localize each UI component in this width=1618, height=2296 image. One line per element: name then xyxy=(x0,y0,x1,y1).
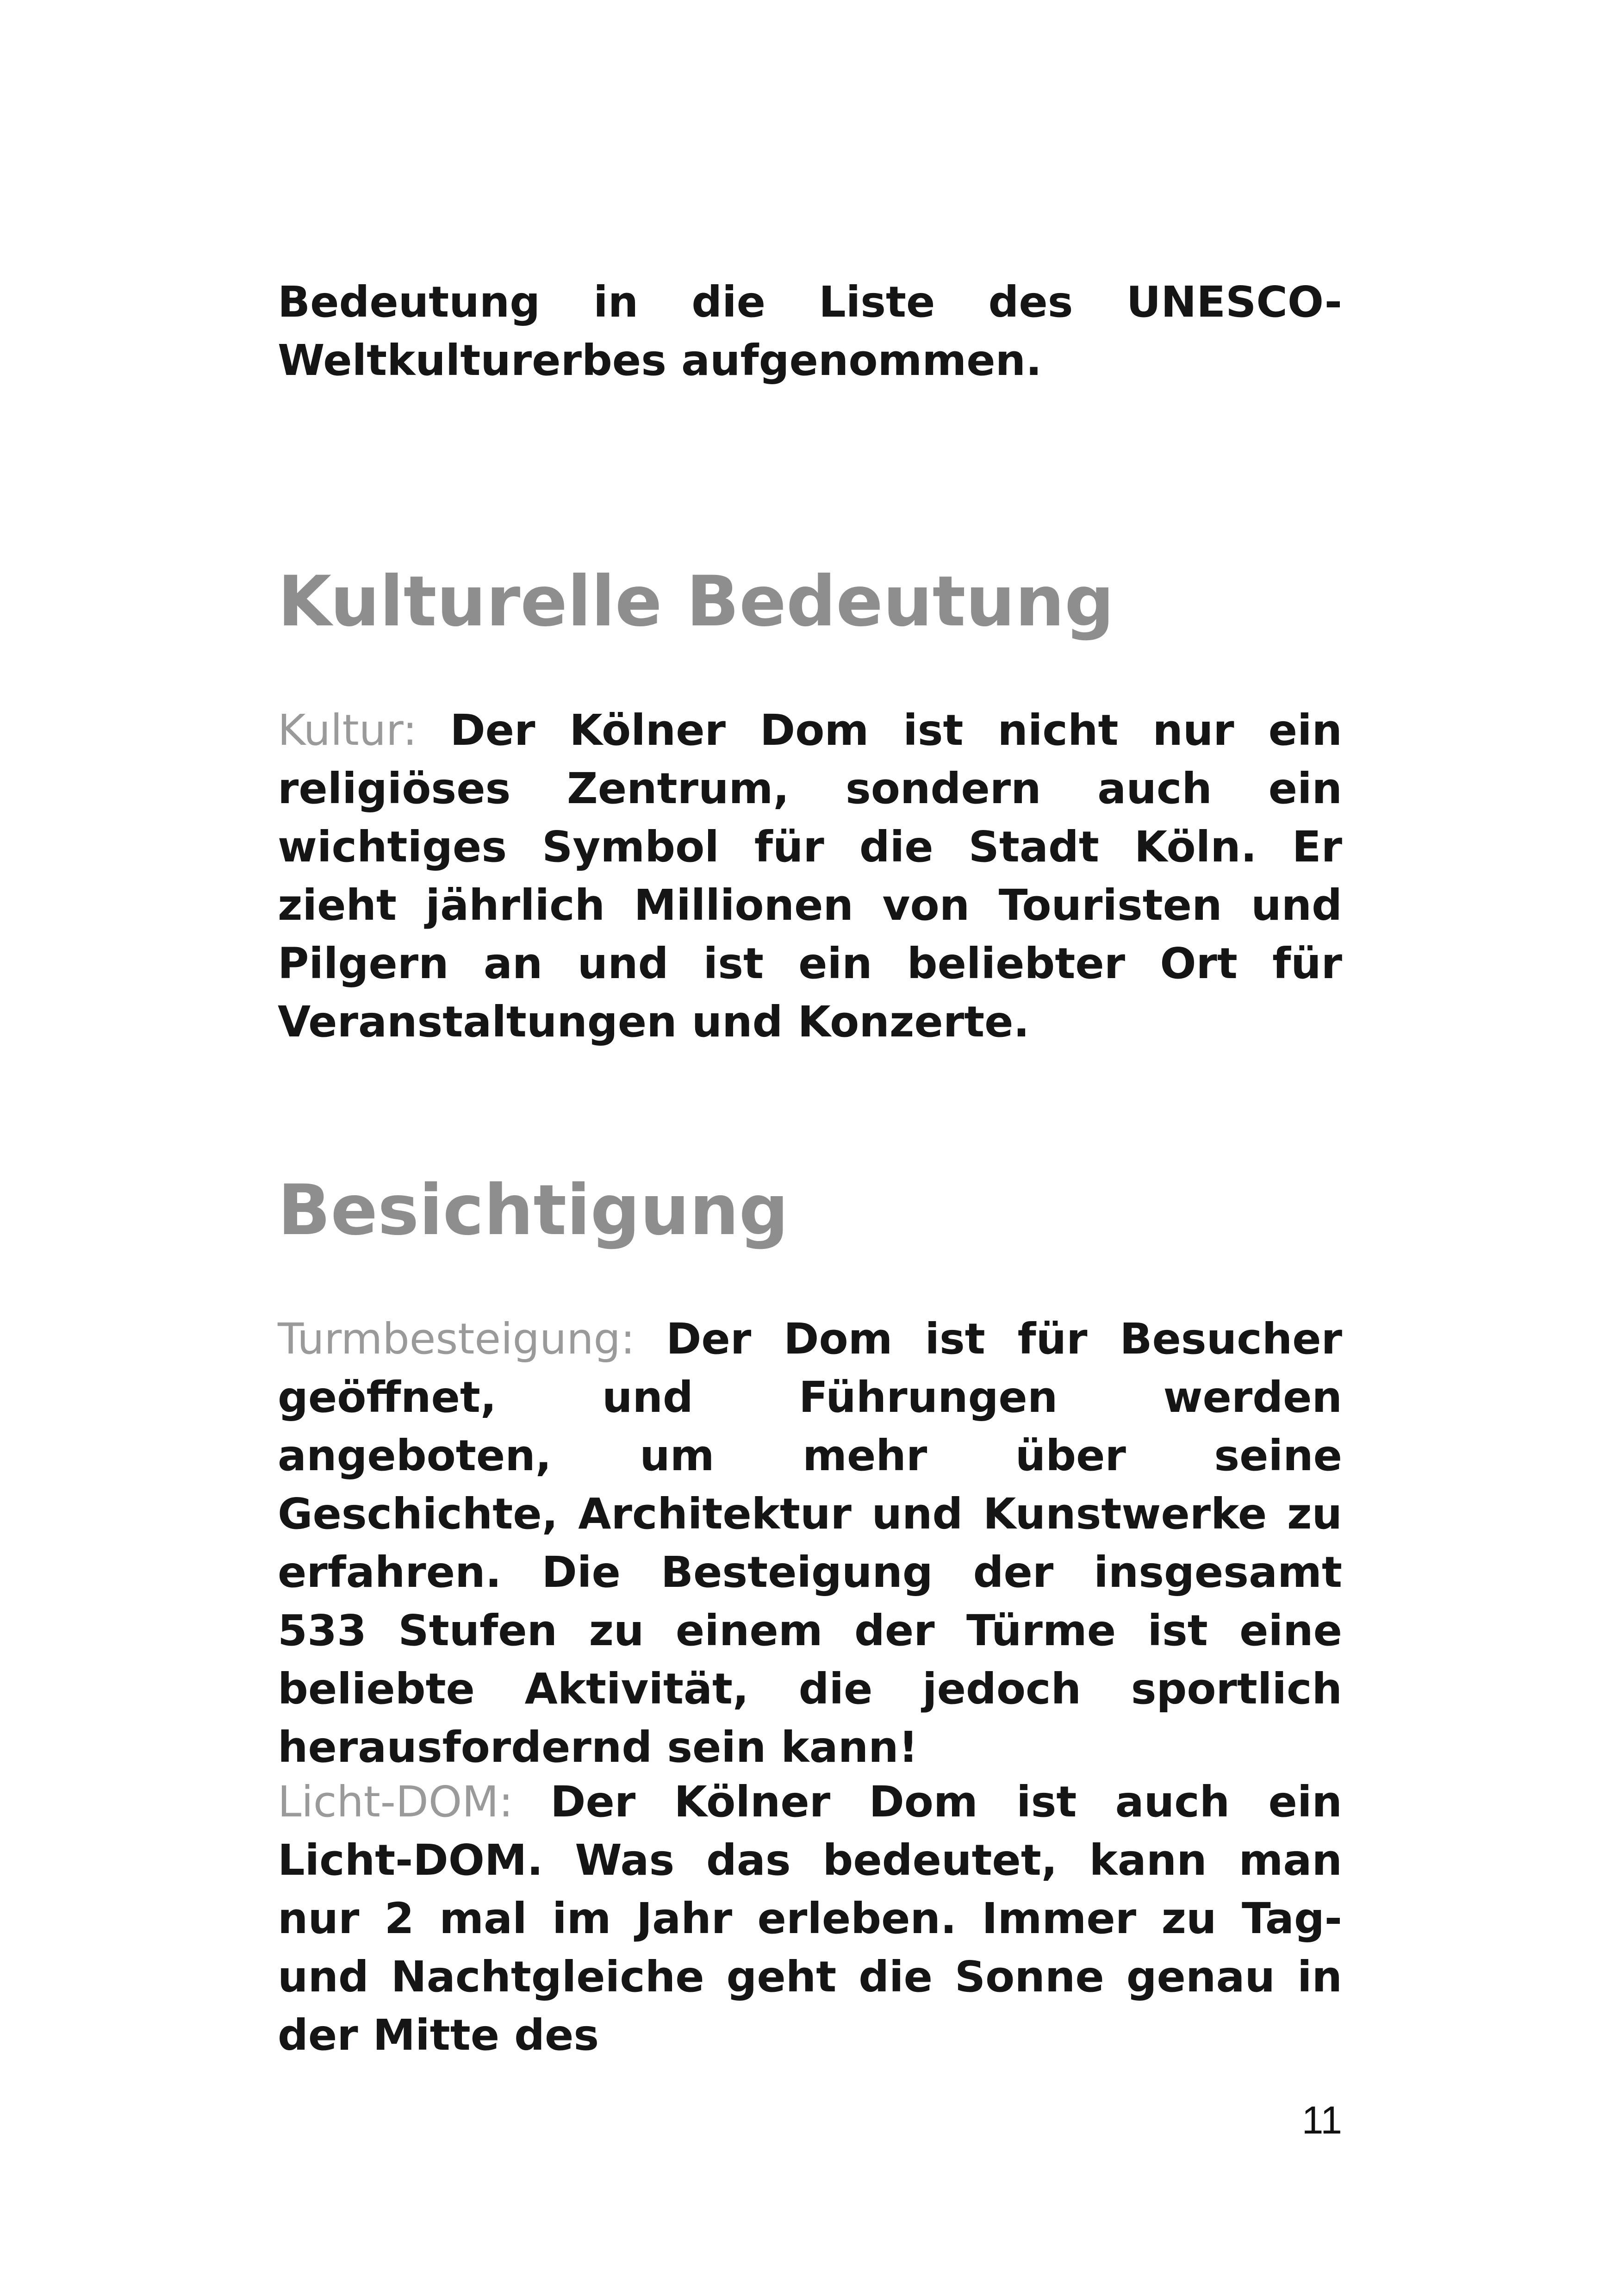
section-heading-kulturelle-bedeutung: Kulturelle Bedeutung xyxy=(278,562,1114,642)
paragraph-text-turmbesteigung: Der Dom ist für Besucher geöffnet, und Führungen werden angeboten, um mehr über seine Geschichte, Architektur und Kunstwerke zu erfahren. Die Besteigung der insgesamt 533 Stufen zu einem der Türme ist eine beliebte Aktivität, die jedoch sportlich herausfordernd sein kann! xyxy=(278,1314,1342,1772)
paragraph-lead-kultur: Kultur: xyxy=(278,705,450,755)
paragraph-licht-dom xyxy=(278,1773,1342,2065)
paragraph-lead-licht-dom: Licht-DOM: xyxy=(278,1777,551,1827)
intro-text: Bedeutung in die Liste des UNESCO-Weltkulturerbes aufgenommen. xyxy=(278,277,1342,385)
paragraph-text-licht-dom: Der Kölner Dom ist auch ein Licht-DOM. Was das bedeutet, kann man nur 2 mal im Jahr erleben. Immer zu Tag- und Nachtgleiche geht die Sonne genau in der Mitte des xyxy=(278,1777,1342,2060)
section-heading-besichtigung: Besichtigung xyxy=(278,1170,789,1251)
paragraph-kultur xyxy=(278,701,1342,1051)
paragraph-lead-turmbesteigung: Turmbesteigung: xyxy=(278,1314,666,1364)
paragraph-text-kultur: Der Kölner Dom ist nicht nur ein religiöses Zentrum, sondern auch ein wichtiges Symbol für die Stadt Köln. Er zieht jährlich Millionen von Touristen und Pilgern an und ist ein beliebter Ort für Veranstaltungen und Konzerte. xyxy=(278,705,1342,1047)
paragraph-turmbesteigung xyxy=(278,1310,1342,1777)
intro-paragraph xyxy=(278,273,1342,390)
page-number: 11 xyxy=(1301,2098,1342,2142)
